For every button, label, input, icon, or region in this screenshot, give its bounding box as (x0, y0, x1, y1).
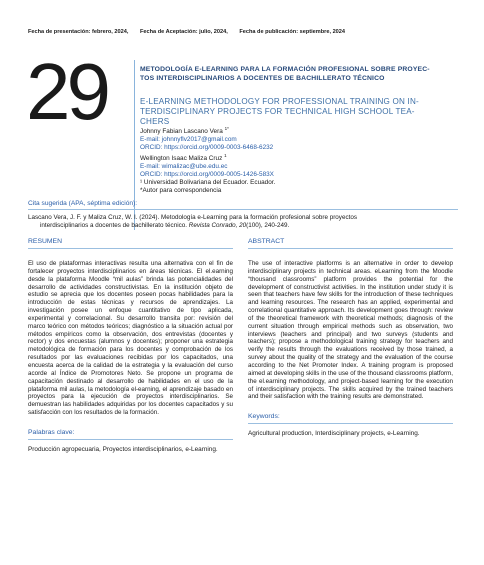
title-english (140, 97, 460, 127)
title-en-line: TERDISCIPLINARY PROJECTS FOR TECHNICAL HIGH SCHOOL TEA- (140, 107, 415, 116)
date-acceptance: Fecha de Aceptación: julio, 2024, (139, 29, 228, 35)
resumen-text: El uso de plataformas interactivas resulta una alternativa con el fin de fortalecer proyectos interdisciplinarios en áreas técnicas. El el.earning desde la plataforma Moodle “mil aulas” brinda las potencialidades del desarrollo de actividades constructivistas. En la institución objeto de estudio se aprecia que los docentes poseen pocas habilidades para la introducción de estas técnicas y recursos de aprendizajes. La investigación posee un enfoque cuantitativo de tipo aplicada, experimental y correlacional. Su desarrollo transita por: revisión del marco teórico con métodos teóricos; diagnóstico a la situación actual por métodos empíricos como la observación, dos entrevistas (docentes y rector) y dos encuestas (alumnos y docentes); proponer una estrategia metodológica de formación para los docentes y comprobación de los resultados por las evaluaciones recibidas por los capacitados, una encuesta acerca de la calidad de la estrategia y la evaluación del curso acorde al Índice de Promotores Neto. Se propone un programa de capacitación destinado al desarrollo de habilidades en el uso de la plataforma mil aulas, la metodología el-earning, el aprendizaje basado en proyectos para la ejecución de proyectos interdisciplinarios. Se demuestran las habilidades adquiridas por los docentes capacitados y su satisfacción con los resultados de la formación. (28, 260, 233, 417)
author-orcid: ORCID: https://orcid.org/0009-0005-1426-583X (140, 170, 274, 178)
citation-text (28, 214, 458, 230)
keywords-text: Agricultural production, Interdisciplinary projects, e-Learning. (248, 430, 420, 438)
abstract-text: The use of interactive platforms is an alternative in order to develop interdisciplinary projects in technical areas. eLearning from the Moodle “thousand classrooms” platform provides the potential for the development of constructivist activities. In the institution under study it is seen that teachers have few skills for the introduction of these techniques and learning resources. The research has an applied, experimental and correlational quantitative approach. Its development goes through: review of the theoretical framework with theoretical methods; diagnosis of the current situation through empirical methods such as observation, two interviews (teachers and principal) and two surveys (students and teachers); propose a methodological training strategy for teachers and verify the results through the evaluations received by those trained, a survey about the quality of the strategy and the evaluation of the course according to the Net Promoter Index. A training program is proposed aimed at developing skills in the use of the thousand classrooms platform, the el.earning methodology, and project-based learning for the execution of interdisciplinary projects. The skills acquired by the trained teachers and their satisfaction with the training results are demonstrated. (248, 260, 453, 401)
publication-dates (28, 29, 468, 35)
citation-line1: Lascano Vera, J. F. y Maliza Cruz, W. I. (2024). Metodología e-Learning para la formación profesional sobre proyectos (28, 214, 358, 221)
title-es-line: METODOLOGÍA E-LEARNING PARA LA FORMACIÓN PROFESIONAL SOBRE PROYEC- (140, 66, 430, 73)
date-presentation: Fecha de presentación: febrero, 2024, (28, 29, 129, 35)
title-en-line: CHERS (140, 117, 170, 126)
palabras-clave-text: Producción agropecuaria, Proyectos interdisciplinarios, e-Learning. (28, 445, 218, 453)
date-publication: Fecha de publicación: septiembre, 2024 (239, 29, 346, 35)
corresponding-note: *Autor para correspondencia (140, 186, 222, 194)
resumen-heading: RESUMEN (28, 238, 233, 249)
title-en-line: E-LEARNING METHODOLOGY FOR PROFESSIONAL TRAINING ON IN- (140, 97, 419, 106)
email-link[interactable]: johnnyflv2017@gmail.com (161, 136, 237, 144)
author-email: E-mail: johnnyflv2017@gmail.com (140, 136, 237, 144)
resumen-column (28, 238, 233, 454)
citation-line2: interdisciplinarios a docentes de bachillerato técnico. Revista Conrado, 20(100), 240-249. (40, 222, 290, 230)
citation-divider (28, 209, 458, 210)
orcid-link[interactable]: https://orcid.org/0009-0003-6468-6232 (164, 143, 274, 151)
issue-number: 29 (26, 47, 107, 136)
email-link[interactable]: wimalizac@ube.edu.ec (161, 162, 228, 170)
citation-label: Cita sugerida (APA, séptima edición): (28, 200, 138, 207)
affiliation: ¹ Universidad Bolivariana del Ecuador. Ecuador. (140, 178, 276, 186)
author-name: Johnny Fabian Lascano Vera $^{1*}$ (140, 126, 229, 136)
abstract-column (248, 238, 453, 438)
title-spanish (140, 66, 460, 83)
palabras-clave-heading: Palabras clave: (28, 429, 233, 440)
title-es-line: TOS INTERDISCIPLINARIOS A DOCENTES DE BACHILLERATO TÉCNICO (140, 74, 385, 82)
authors-block (140, 125, 460, 195)
author-name: Wellington Isaac Maliza Cruz $^1$ (140, 152, 227, 162)
author-orcid: ORCID: https://orcid.org/0009-0003-6468-6232 (140, 143, 274, 151)
keywords-heading: Keywords: (248, 413, 453, 424)
author-email: E-mail: wimalizac@ube.edu.ec (140, 162, 228, 170)
abstract-heading: ABSTRACT (248, 238, 453, 249)
orcid-link[interactable]: https://orcid.org/0009-0005-1426-583X (164, 170, 274, 178)
